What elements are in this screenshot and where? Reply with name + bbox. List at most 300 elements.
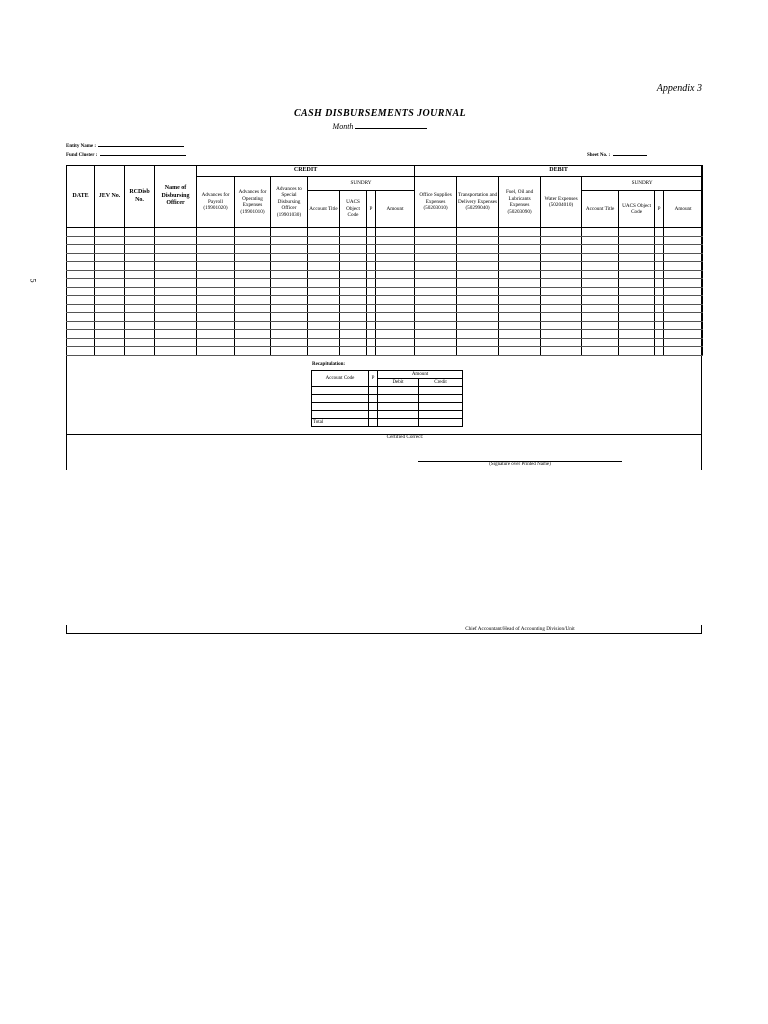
journal-cell[interactable] [415,338,457,347]
journal-cell[interactable] [340,253,367,262]
recap-cell[interactable] [378,387,419,395]
journal-cell[interactable] [125,321,155,330]
journal-cell[interactable] [619,270,655,279]
journal-cell[interactable] [457,270,499,279]
journal-cell[interactable] [308,338,340,347]
journal-cell[interactable] [415,330,457,339]
journal-cell[interactable] [367,330,376,339]
journal-cell[interactable] [67,330,95,339]
journal-cell[interactable] [415,296,457,305]
journal-cell[interactable] [155,330,197,339]
journal-cell[interactable] [308,287,340,296]
journal-cell[interactable] [125,253,155,262]
journal-cell[interactable] [655,296,664,305]
journal-cell[interactable] [308,296,340,305]
journal-cell[interactable] [541,321,582,330]
recap-cell[interactable] [378,395,419,403]
journal-cell[interactable] [197,253,235,262]
journal-cell[interactable] [619,228,655,237]
journal-cell[interactable] [499,279,541,288]
journal-cell[interactable] [125,270,155,279]
journal-cell[interactable] [499,270,541,279]
journal-cell[interactable] [235,296,271,305]
journal-cell[interactable] [457,253,499,262]
journal-cell[interactable] [655,287,664,296]
journal-cell[interactable] [67,245,95,254]
journal-cell[interactable] [655,262,664,271]
journal-cell[interactable] [541,338,582,347]
journal-cell[interactable] [664,304,703,313]
journal-cell[interactable] [582,228,619,237]
journal-cell[interactable] [582,236,619,245]
journal-cell[interactable] [457,313,499,322]
journal-cell[interactable] [655,321,664,330]
journal-cell[interactable] [197,262,235,271]
journal-cell[interactable] [376,287,415,296]
journal-cell[interactable] [664,262,703,271]
journal-cell[interactable] [376,304,415,313]
journal-cell[interactable] [541,279,582,288]
journal-cell[interactable] [367,245,376,254]
journal-cell[interactable] [415,313,457,322]
journal-cell[interactable] [619,236,655,245]
journal-cell[interactable] [619,313,655,322]
journal-cell[interactable] [235,270,271,279]
journal-cell[interactable] [655,253,664,262]
journal-cell[interactable] [197,321,235,330]
journal-cell[interactable] [125,296,155,305]
journal-cell[interactable] [235,330,271,339]
journal-cell[interactable] [235,279,271,288]
journal-cell[interactable] [376,270,415,279]
journal-cell[interactable] [308,236,340,245]
journal-cell[interactable] [271,287,308,296]
journal-cell[interactable] [67,279,95,288]
journal-cell[interactable] [235,245,271,254]
journal-cell[interactable] [619,262,655,271]
journal-cell[interactable] [376,279,415,288]
journal-cell[interactable] [415,304,457,313]
journal-cell[interactable] [308,228,340,237]
journal-cell[interactable] [235,262,271,271]
journal-cell[interactable] [415,228,457,237]
journal-cell[interactable] [308,330,340,339]
journal-cell[interactable] [95,279,125,288]
journal-cell[interactable] [67,287,95,296]
journal-cell[interactable] [541,245,582,254]
journal-cell[interactable] [376,347,415,356]
journal-cell[interactable] [376,236,415,245]
journal-cell[interactable] [235,313,271,322]
journal-cell[interactable] [340,321,367,330]
journal-cell[interactable] [376,253,415,262]
journal-cell[interactable] [125,228,155,237]
journal-cell[interactable] [664,279,703,288]
journal-cell[interactable] [541,270,582,279]
journal-cell[interactable] [95,236,125,245]
journal-cell[interactable] [155,228,197,237]
journal-cell[interactable] [664,321,703,330]
recap-cell[interactable] [369,387,378,395]
journal-cell[interactable] [367,253,376,262]
journal-cell[interactable] [67,321,95,330]
journal-cell[interactable] [582,313,619,322]
journal-cell[interactable] [582,338,619,347]
journal-cell[interactable] [155,279,197,288]
journal-cell[interactable] [197,338,235,347]
journal-cell[interactable] [664,313,703,322]
journal-cell[interactable] [582,304,619,313]
journal-cell[interactable] [415,279,457,288]
journal-cell[interactable] [125,338,155,347]
journal-cell[interactable] [271,270,308,279]
journal-cell[interactable] [664,347,703,356]
journal-cell[interactable] [664,296,703,305]
journal-cell[interactable] [499,330,541,339]
recap-cell[interactable] [419,419,463,427]
journal-cell[interactable] [541,313,582,322]
recap-cell[interactable] [378,403,419,411]
journal-cell[interactable] [125,245,155,254]
journal-cell[interactable] [197,228,235,237]
journal-cell[interactable] [155,338,197,347]
journal-cell[interactable] [235,228,271,237]
journal-cell[interactable] [67,228,95,237]
journal-cell[interactable] [271,253,308,262]
journal-cell[interactable] [499,287,541,296]
recap-cell[interactable] [312,403,369,411]
journal-cell[interactable] [457,262,499,271]
journal-cell[interactable] [340,296,367,305]
journal-cell[interactable] [376,338,415,347]
journal-cell[interactable] [457,304,499,313]
journal-cell[interactable] [655,313,664,322]
journal-cell[interactable] [415,262,457,271]
journal-cell[interactable] [340,347,367,356]
journal-cell[interactable] [155,304,197,313]
journal-cell[interactable] [197,245,235,254]
journal-cell[interactable] [457,296,499,305]
journal-cell[interactable] [340,279,367,288]
journal-cell[interactable] [376,330,415,339]
journal-cell[interactable] [95,228,125,237]
journal-cell[interactable] [582,253,619,262]
journal-cell[interactable] [125,330,155,339]
journal-cell[interactable] [367,287,376,296]
journal-cell[interactable] [582,279,619,288]
journal-cell[interactable] [197,279,235,288]
journal-cell[interactable] [67,296,95,305]
recap-cell[interactable] [419,411,463,419]
journal-cell[interactable] [415,287,457,296]
journal-cell[interactable] [541,287,582,296]
journal-cell[interactable] [367,296,376,305]
journal-cell[interactable] [155,321,197,330]
journal-cell[interactable] [340,236,367,245]
journal-cell[interactable] [376,262,415,271]
journal-cell[interactable] [376,321,415,330]
journal-cell[interactable] [582,330,619,339]
journal-cell[interactable] [664,330,703,339]
journal-cell[interactable] [235,253,271,262]
journal-cell[interactable] [340,245,367,254]
journal-cell[interactable] [619,321,655,330]
journal-cell[interactable] [340,338,367,347]
journal-cell[interactable] [155,270,197,279]
journal-cell[interactable] [197,270,235,279]
journal-cell[interactable] [340,270,367,279]
journal-cell[interactable] [67,338,95,347]
journal-cell[interactable] [155,262,197,271]
journal-cell[interactable] [457,287,499,296]
journal-cell[interactable] [95,321,125,330]
journal-cell[interactable] [367,236,376,245]
journal-cell[interactable] [308,321,340,330]
journal-cell[interactable] [541,236,582,245]
recap-cell[interactable] [369,411,378,419]
journal-cell[interactable] [155,313,197,322]
journal-cell[interactable] [499,304,541,313]
journal-cell[interactable] [541,228,582,237]
journal-cell[interactable] [235,338,271,347]
journal-cell[interactable] [499,245,541,254]
entity-name-field[interactable] [98,142,184,147]
journal-cell[interactable] [655,236,664,245]
journal-cell[interactable] [271,279,308,288]
journal-cell[interactable] [155,347,197,356]
journal-cell[interactable] [308,262,340,271]
journal-cell[interactable] [67,236,95,245]
journal-cell[interactable] [619,245,655,254]
journal-cell[interactable] [367,338,376,347]
journal-cell[interactable] [197,313,235,322]
journal-cell[interactable] [655,228,664,237]
journal-cell[interactable] [340,287,367,296]
journal-cell[interactable] [271,304,308,313]
journal-cell[interactable] [197,236,235,245]
journal-cell[interactable] [457,228,499,237]
fund-cluster-field[interactable] [100,151,186,156]
journal-cell[interactable] [367,262,376,271]
journal-cell[interactable] [308,279,340,288]
journal-cell[interactable] [95,270,125,279]
journal-cell[interactable] [541,347,582,356]
journal-cell[interactable] [619,304,655,313]
recap-cell[interactable] [419,395,463,403]
journal-cell[interactable] [340,304,367,313]
journal-cell[interactable] [655,279,664,288]
journal-cell[interactable] [655,338,664,347]
recap-cell[interactable] [369,403,378,411]
journal-cell[interactable] [235,304,271,313]
journal-cell[interactable] [582,262,619,271]
journal-cell[interactable] [95,253,125,262]
journal-cell[interactable] [67,347,95,356]
journal-cell[interactable] [367,347,376,356]
journal-cell[interactable] [95,313,125,322]
journal-cell[interactable] [235,347,271,356]
journal-cell[interactable] [541,330,582,339]
journal-cell[interactable] [271,330,308,339]
journal-cell[interactable] [271,296,308,305]
journal-cell[interactable] [95,304,125,313]
journal-cell[interactable] [235,236,271,245]
journal-cell[interactable] [457,245,499,254]
recap-cell[interactable] [419,403,463,411]
journal-cell[interactable] [367,313,376,322]
month-field[interactable] [355,121,427,129]
journal-cell[interactable] [655,245,664,254]
recap-cell[interactable] [312,411,369,419]
journal-cell[interactable] [457,279,499,288]
journal-cell[interactable] [340,313,367,322]
journal-cell[interactable] [655,347,664,356]
journal-cell[interactable] [655,304,664,313]
journal-cell[interactable] [582,245,619,254]
journal-cell[interactable] [457,347,499,356]
journal-cell[interactable] [235,287,271,296]
journal-cell[interactable] [376,245,415,254]
journal-cell[interactable] [197,347,235,356]
journal-cell[interactable] [367,279,376,288]
journal-cell[interactable] [619,279,655,288]
journal-cell[interactable] [499,313,541,322]
journal-cell[interactable] [582,321,619,330]
journal-cell[interactable] [664,270,703,279]
journal-cell[interactable] [664,338,703,347]
journal-cell[interactable] [67,304,95,313]
journal-cell[interactable] [541,304,582,313]
journal-cell[interactable] [415,253,457,262]
recap-cell[interactable] [378,419,419,427]
journal-cell[interactable] [619,330,655,339]
journal-cell[interactable] [457,236,499,245]
journal-cell[interactable] [499,262,541,271]
journal-cell[interactable] [619,338,655,347]
journal-cell[interactable] [125,236,155,245]
journal-cell[interactable] [376,228,415,237]
journal-cell[interactable] [95,330,125,339]
journal-cell[interactable] [664,253,703,262]
journal-cell[interactable] [340,330,367,339]
journal-cell[interactable] [367,304,376,313]
journal-cell[interactable] [271,313,308,322]
journal-cell[interactable] [271,236,308,245]
journal-cell[interactable] [664,287,703,296]
journal-cell[interactable] [499,321,541,330]
journal-cell[interactable] [415,270,457,279]
journal-cell[interactable] [655,330,664,339]
journal-cell[interactable] [308,304,340,313]
journal-cell[interactable] [95,287,125,296]
journal-cell[interactable] [415,236,457,245]
journal-cell[interactable] [271,347,308,356]
journal-cell[interactable] [308,253,340,262]
journal-cell[interactable] [655,270,664,279]
recap-cell[interactable] [312,395,369,403]
sheet-no-field[interactable] [613,151,647,156]
journal-cell[interactable] [125,279,155,288]
journal-cell[interactable] [415,321,457,330]
journal-cell[interactable] [271,338,308,347]
journal-cell[interactable] [155,236,197,245]
journal-cell[interactable] [499,228,541,237]
recap-cell[interactable] [312,387,369,395]
journal-cell[interactable] [664,236,703,245]
journal-cell[interactable] [197,304,235,313]
journal-cell[interactable] [367,270,376,279]
journal-cell[interactable] [95,262,125,271]
journal-cell[interactable] [95,338,125,347]
journal-cell[interactable] [197,296,235,305]
journal-cell[interactable] [125,313,155,322]
journal-cell[interactable] [619,347,655,356]
journal-cell[interactable] [499,347,541,356]
journal-cell[interactable] [67,253,95,262]
journal-cell[interactable] [340,262,367,271]
journal-cell[interactable] [67,313,95,322]
journal-cell[interactable] [457,321,499,330]
journal-cell[interactable] [457,330,499,339]
journal-cell[interactable] [95,245,125,254]
journal-cell[interactable] [619,287,655,296]
journal-cell[interactable] [619,253,655,262]
journal-cell[interactable] [155,296,197,305]
journal-cell[interactable] [95,296,125,305]
journal-cell[interactable] [499,236,541,245]
recap-cell[interactable] [369,395,378,403]
journal-cell[interactable] [582,347,619,356]
journal-cell[interactable] [197,287,235,296]
journal-cell[interactable] [125,347,155,356]
recap-cell[interactable] [369,419,378,427]
journal-cell[interactable] [664,245,703,254]
journal-cell[interactable] [541,296,582,305]
journal-cell[interactable] [457,338,499,347]
journal-cell[interactable] [499,338,541,347]
journal-cell[interactable] [271,321,308,330]
journal-cell[interactable] [541,262,582,271]
journal-cell[interactable] [95,347,125,356]
journal-cell[interactable] [271,228,308,237]
journal-cell[interactable] [125,287,155,296]
journal-cell[interactable] [582,287,619,296]
journal-cell[interactable] [340,228,367,237]
journal-cell[interactable] [619,296,655,305]
journal-cell[interactable] [499,253,541,262]
journal-cell[interactable] [376,296,415,305]
journal-cell[interactable] [308,270,340,279]
journal-cell[interactable] [308,245,340,254]
journal-cell[interactable] [541,253,582,262]
journal-cell[interactable] [155,253,197,262]
journal-cell[interactable] [155,287,197,296]
journal-cell[interactable] [415,245,457,254]
journal-cell[interactable] [67,262,95,271]
journal-cell[interactable] [271,262,308,271]
journal-cell[interactable] [308,313,340,322]
journal-cell[interactable] [155,245,197,254]
journal-cell[interactable] [271,245,308,254]
journal-cell[interactable] [376,313,415,322]
journal-cell[interactable] [197,330,235,339]
journal-cell[interactable] [415,347,457,356]
recap-cell[interactable] [378,411,419,419]
journal-cell[interactable] [235,321,271,330]
journal-cell[interactable] [308,347,340,356]
journal-cell[interactable] [664,228,703,237]
recap-cell[interactable] [419,387,463,395]
